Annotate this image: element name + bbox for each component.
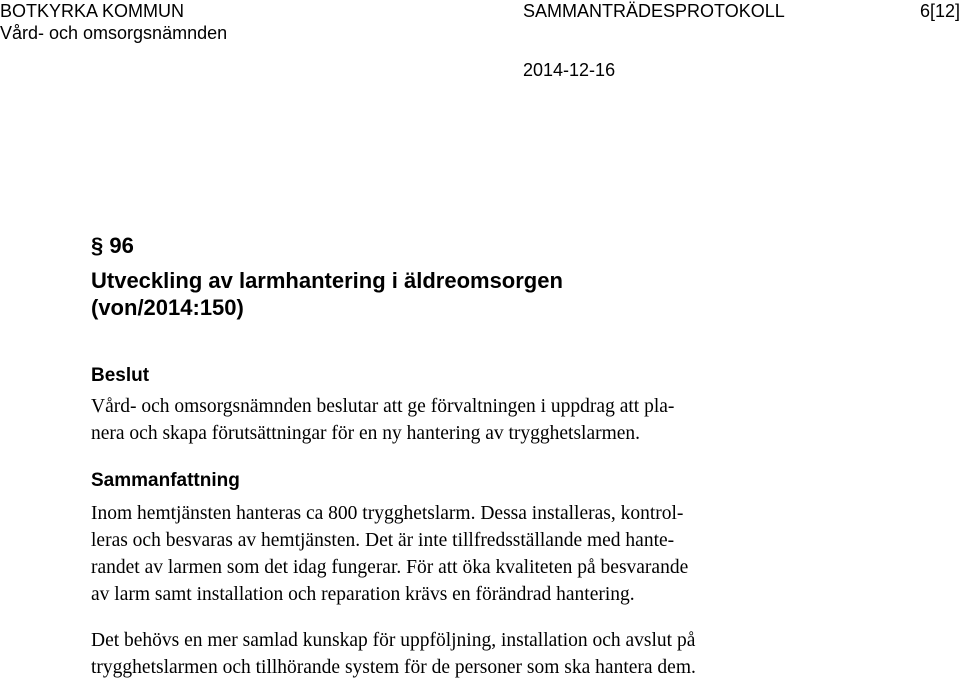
- board-name: Vård- och omsorgsnämnden: [0, 23, 228, 43]
- section-title-line: (von/2014:150): [91, 295, 244, 320]
- summary-heading: Sammanfattning: [91, 470, 240, 491]
- summary-paragraph-1: [91, 500, 688, 608]
- section-title-line: Utveckling av larmhantering i äldreomsorgen: [91, 268, 563, 293]
- organization-name: BOTKYRKA KOMMUN: [0, 1, 185, 21]
- decision-line: nera och skapa förutsättningar för en ny hantering av trygghetslarmen.: [91, 423, 641, 444]
- summary-line: av larm samt installation och reparation krävs en förändrad hantering.: [91, 584, 635, 605]
- summary-line: Det behövs en mer samlad kunskap för uppföljning, installation och avslut på: [91, 630, 696, 651]
- summary-line: randet av larmen som det idag fungerar. För att öka kvaliteten på besvarande: [91, 557, 689, 578]
- section-paragraph-number: § 96: [91, 233, 134, 258]
- section-title: [91, 267, 563, 321]
- summary-line: trygghetslarmen och tillhörande system för de personer som ska hantera dem.: [91, 657, 696, 678]
- decision-line: Vård- och omsorgsnämnden beslutar att ge förvaltningen i uppdrag att pla-: [91, 396, 675, 417]
- summary-paragraph-2: [91, 627, 696, 681]
- summary-line: leras och besvaras av hemtjänsten. Det är inte tillfredsställande med hante-: [91, 530, 675, 551]
- decision-text: [91, 393, 674, 447]
- page-number: 6[12]: [920, 1, 960, 21]
- document-type: SAMMANTRÄDESPROTOKOLL: [523, 1, 785, 21]
- meeting-date: 2014-12-16: [523, 60, 616, 80]
- decision-heading: Beslut: [91, 365, 150, 386]
- summary-line: Inom hemtjänsten hanteras ca 800 trygghetslarm. Dessa installeras, kontrol-: [91, 503, 684, 524]
